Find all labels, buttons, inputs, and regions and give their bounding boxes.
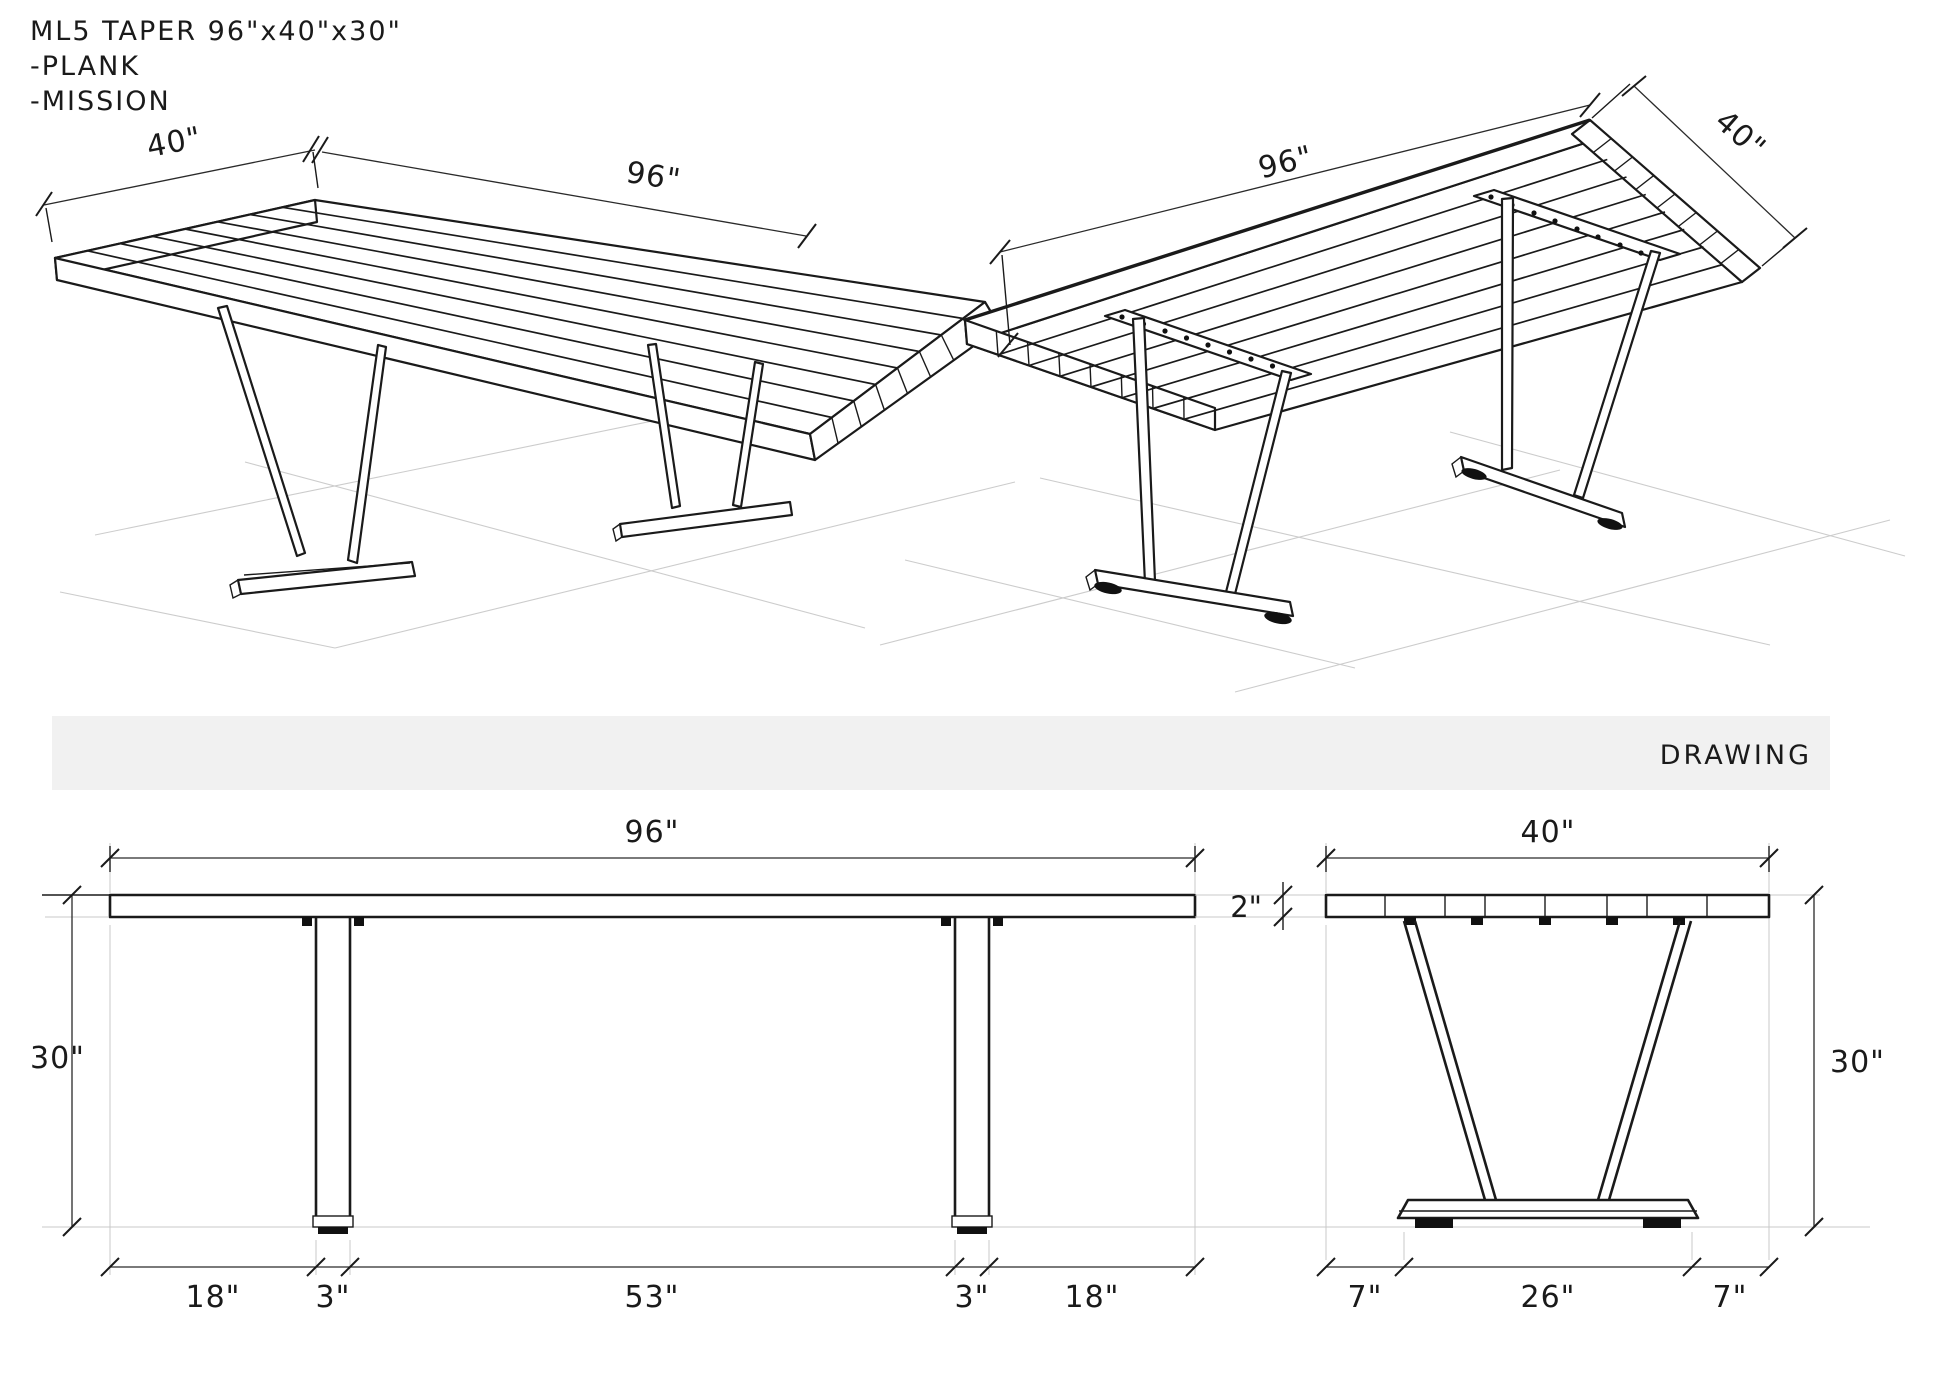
dim-label-iso-left-96: 96" bbox=[623, 155, 684, 199]
front-leg-right bbox=[952, 917, 992, 1234]
dim-label-side-7-right: 7" bbox=[1712, 1280, 1748, 1315]
dim-front-bottom-chain bbox=[101, 1258, 1204, 1315]
front-elevation-view bbox=[30, 815, 1210, 1315]
banner-label: DRAWING bbox=[1659, 740, 1812, 771]
front-plate-tab bbox=[993, 917, 1003, 926]
dim-front-height bbox=[30, 886, 112, 1236]
dim-label-front-30: 30" bbox=[30, 1041, 85, 1076]
dim-label-side-40: 40" bbox=[1520, 815, 1576, 850]
front-leg-left bbox=[313, 917, 353, 1234]
title-block bbox=[30, 16, 402, 117]
side-screw-tab bbox=[1606, 917, 1618, 925]
dim-label-side-30: 30" bbox=[1830, 1045, 1885, 1080]
iso-view-bottom bbox=[880, 76, 1905, 692]
v-leg-front bbox=[218, 306, 415, 598]
floor-guides-right bbox=[880, 432, 1905, 692]
dim-label-side-2: 2" bbox=[1230, 890, 1262, 924]
title-option-mission: -MISSION bbox=[30, 86, 171, 117]
page-title: ML5 TAPER 96"x40"x30" bbox=[30, 16, 402, 47]
front-plate-tab bbox=[354, 917, 364, 926]
dim-side-top-width bbox=[1317, 815, 1778, 872]
title-option-plank: -PLANK bbox=[30, 51, 141, 82]
dim-label-side-7-left: 7" bbox=[1347, 1280, 1383, 1315]
side-screw-tab bbox=[1471, 917, 1483, 925]
dim-label-front-3-right: 3" bbox=[954, 1280, 990, 1315]
dim-label-iso-left-40: 40" bbox=[143, 120, 205, 166]
side-v-leg bbox=[1404, 921, 1691, 1200]
dim-label-front-18-right: 18" bbox=[1064, 1280, 1120, 1315]
dim-label-front-53: 53" bbox=[624, 1280, 680, 1315]
drawing-banner bbox=[52, 716, 1830, 790]
front-tabletop bbox=[110, 895, 1195, 917]
floor-guides-left bbox=[60, 400, 1015, 648]
dim-side-bottom-chain bbox=[1317, 1258, 1778, 1315]
dim-side-thickness bbox=[1230, 882, 1292, 930]
dim-side-height bbox=[1805, 886, 1885, 1236]
front-plate-tab bbox=[302, 917, 312, 926]
side-base bbox=[1398, 1200, 1698, 1228]
dim-label-front-3-left: 3" bbox=[315, 1280, 351, 1315]
side-screw-tab bbox=[1539, 917, 1551, 925]
dim-label-side-26: 26" bbox=[1520, 1280, 1576, 1315]
banner-background bbox=[52, 716, 1830, 790]
front-plate-tab bbox=[941, 917, 951, 926]
side-tabletop bbox=[1326, 895, 1769, 917]
side-elevation-view bbox=[1195, 815, 1885, 1315]
dim-label-front-96: 96" bbox=[624, 815, 680, 850]
dim-label-front-18-left: 18" bbox=[185, 1280, 241, 1315]
dim-front-top-width bbox=[101, 815, 1204, 872]
dim-label-iso-right-40: 40" bbox=[1708, 103, 1773, 167]
dim-label-iso-right-96: 96" bbox=[1254, 139, 1317, 187]
iso-view-top bbox=[36, 120, 1015, 648]
